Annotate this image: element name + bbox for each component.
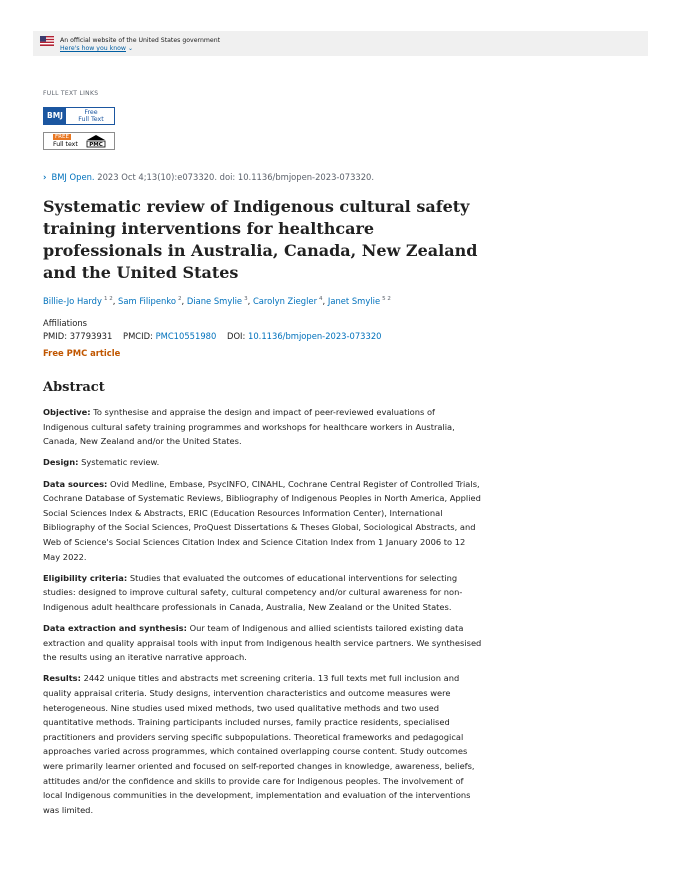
heres-how-you-know-link[interactable] xyxy=(60,45,133,53)
affiliations-toggle[interactable]: Affiliations xyxy=(43,318,88,328)
bmj-free-full-text-link[interactable] xyxy=(43,107,115,125)
pmid-value: 37793931 xyxy=(69,331,113,341)
abstract-section-extraction xyxy=(43,621,483,665)
pmc-full-text-label: Full text xyxy=(53,141,78,148)
article-title: Systematic review of Indigenous cultural safety training interventions for healthcare professionals in Australia, Canada, New Zealand and the United States xyxy=(43,197,478,282)
gov-banner xyxy=(33,31,648,56)
section-text: 2442 unique titles and abstracts met screening criteria. 13 full texts met full inclusion and quality appraisal criteria. Study designs, intervention characteristics and outcome measures were heterogeneous. Nine studies used mixed methods, two used qualitative methods and two used quantitative methods. Training participants included nurses, family practice residents, specialised practitioners and providers serving specific subpopulations. Theoretical frameworks and pedagogical approaches varied across programmes, which contained overlapping course content. Study outcomes were primarily learner oriented and focused on self-reported changes in knowledge, awareness, beliefs, attitudes and/or the confidence and skills to provide care for Indigenous peoples. The involvement of local Indigenous communities in the development, implementation and evaluation of the interventions was limited. xyxy=(43,673,475,815)
abstract-section-design xyxy=(43,455,483,470)
pmc-free-full-text-link[interactable] xyxy=(43,132,115,150)
chevron-down-icon: ⌄ xyxy=(128,45,134,52)
section-label: Results: xyxy=(43,673,81,684)
pmcid-label: PMCID: xyxy=(123,331,153,341)
author-separator: , xyxy=(322,296,326,306)
doi-label: DOI: xyxy=(227,331,246,341)
heres-how-you-know-label: Here's how you know xyxy=(60,45,126,52)
author-separator: , xyxy=(112,296,116,306)
pmc-logo-text: PMC xyxy=(89,142,103,148)
full-text-links-label: FULL TEXT LINKS xyxy=(43,90,99,97)
bmj-logo: BMJ xyxy=(44,108,66,124)
section-label: Data sources: xyxy=(43,478,108,489)
article-identifiers xyxy=(43,331,382,341)
abstract-section-objective xyxy=(43,405,483,449)
abstract-section-eligibility xyxy=(43,571,483,615)
bmj-line1: Free xyxy=(84,109,98,116)
citation-details: 2023 Oct 4;13(10):e073320. doi: 10.1136/bmjopen-2023-073320. xyxy=(97,172,375,182)
gov-banner-text: An official website of the United States government xyxy=(60,37,221,44)
section-text: Ovid Medline, Embase, PsycINFO, CINAHL, Cochrane Central Register of Controlled Trials, Cochrane Database of Systematic Reviews, Bibliography of Indigenous Peoples in North America, Applied Social Sciences Index & Abstracts, ERIC (Education Resources Information Center), International Bibliography of the Social Sciences, ProQuest Dissertations & Theses Global, Sociological Abstracts, and Web of Science's Social Sciences Citation Index and Science Citation Index from 1 January 2006 to 12 May 2022. xyxy=(43,478,481,562)
section-text: Systematic review. xyxy=(81,457,160,468)
author-list xyxy=(43,296,391,306)
section-text: To synthesise and appraise the design and impact of peer-reviewed evaluations of Indigenous cultural safety training programmes and workshops for healthcare workers in Australia, Canada, New Zealand and/or the United States. xyxy=(43,407,455,447)
pmid-label: PMID: xyxy=(43,331,68,341)
section-text: Studies that evaluated the outcomes of educational interventions for selecting studies: designed to improve cultural safety, cultural competency and/or cultural awareness for non-Indigenous adult healthcare professionals in Canada, Australia, New Zealand or the United States. xyxy=(43,572,463,612)
author-affil-sup[interactable]: 4 xyxy=(319,296,323,303)
us-flag-icon xyxy=(40,36,54,46)
author-name[interactable]: Diane Smylie xyxy=(186,296,243,306)
chevron-right-icon[interactable]: › xyxy=(43,172,47,182)
abstract-body xyxy=(43,405,483,824)
free-badge: FREE xyxy=(55,134,69,140)
bmj-link-text xyxy=(68,109,114,123)
author-separator: , xyxy=(247,296,251,306)
journal-link[interactable]: BMJ Open. xyxy=(51,172,95,182)
author-affil-sup[interactable]: 3 xyxy=(244,296,248,303)
author-name[interactable]: Janet Smylie xyxy=(327,296,381,306)
author-affil-sup[interactable]: 1 2 xyxy=(103,296,113,303)
citation xyxy=(43,172,374,182)
pmcid-link[interactable]: PMC10551980 xyxy=(155,331,217,341)
author-affil-sup[interactable]: 5 2 xyxy=(382,296,391,303)
author-affil-sup[interactable]: 2 xyxy=(177,296,182,303)
bmj-line2: Full Text xyxy=(78,116,104,123)
section-label: Objective: xyxy=(43,407,91,417)
doi-link[interactable]: 10.1136/bmjopen-2023-073320 xyxy=(248,331,382,341)
author-separator: , xyxy=(181,296,185,306)
author-name[interactable]: Sam Filipenko xyxy=(118,296,176,306)
abstract-section-data-sources xyxy=(43,477,483,565)
section-text: Our team of Indigenous and allied scientists tailored existing data extraction and quality appraisal tools with input from Indigenous health service partners. We synthesised the results using an iterative narrative approach. xyxy=(43,623,482,663)
abstract-heading: Abstract xyxy=(43,380,105,395)
author-name[interactable]: Billie-Jo Hardy xyxy=(43,296,102,306)
free-pmc-article-badge: Free PMC article xyxy=(43,348,121,358)
section-label: Design: xyxy=(43,457,79,468)
author-name[interactable]: Carolyn Ziegler xyxy=(252,296,318,306)
abstract-section-results xyxy=(43,671,483,817)
section-label: Eligibility criteria: xyxy=(43,572,128,583)
section-label: Data extraction and synthesis: xyxy=(43,623,187,634)
pmc-logo-icon xyxy=(85,134,107,149)
